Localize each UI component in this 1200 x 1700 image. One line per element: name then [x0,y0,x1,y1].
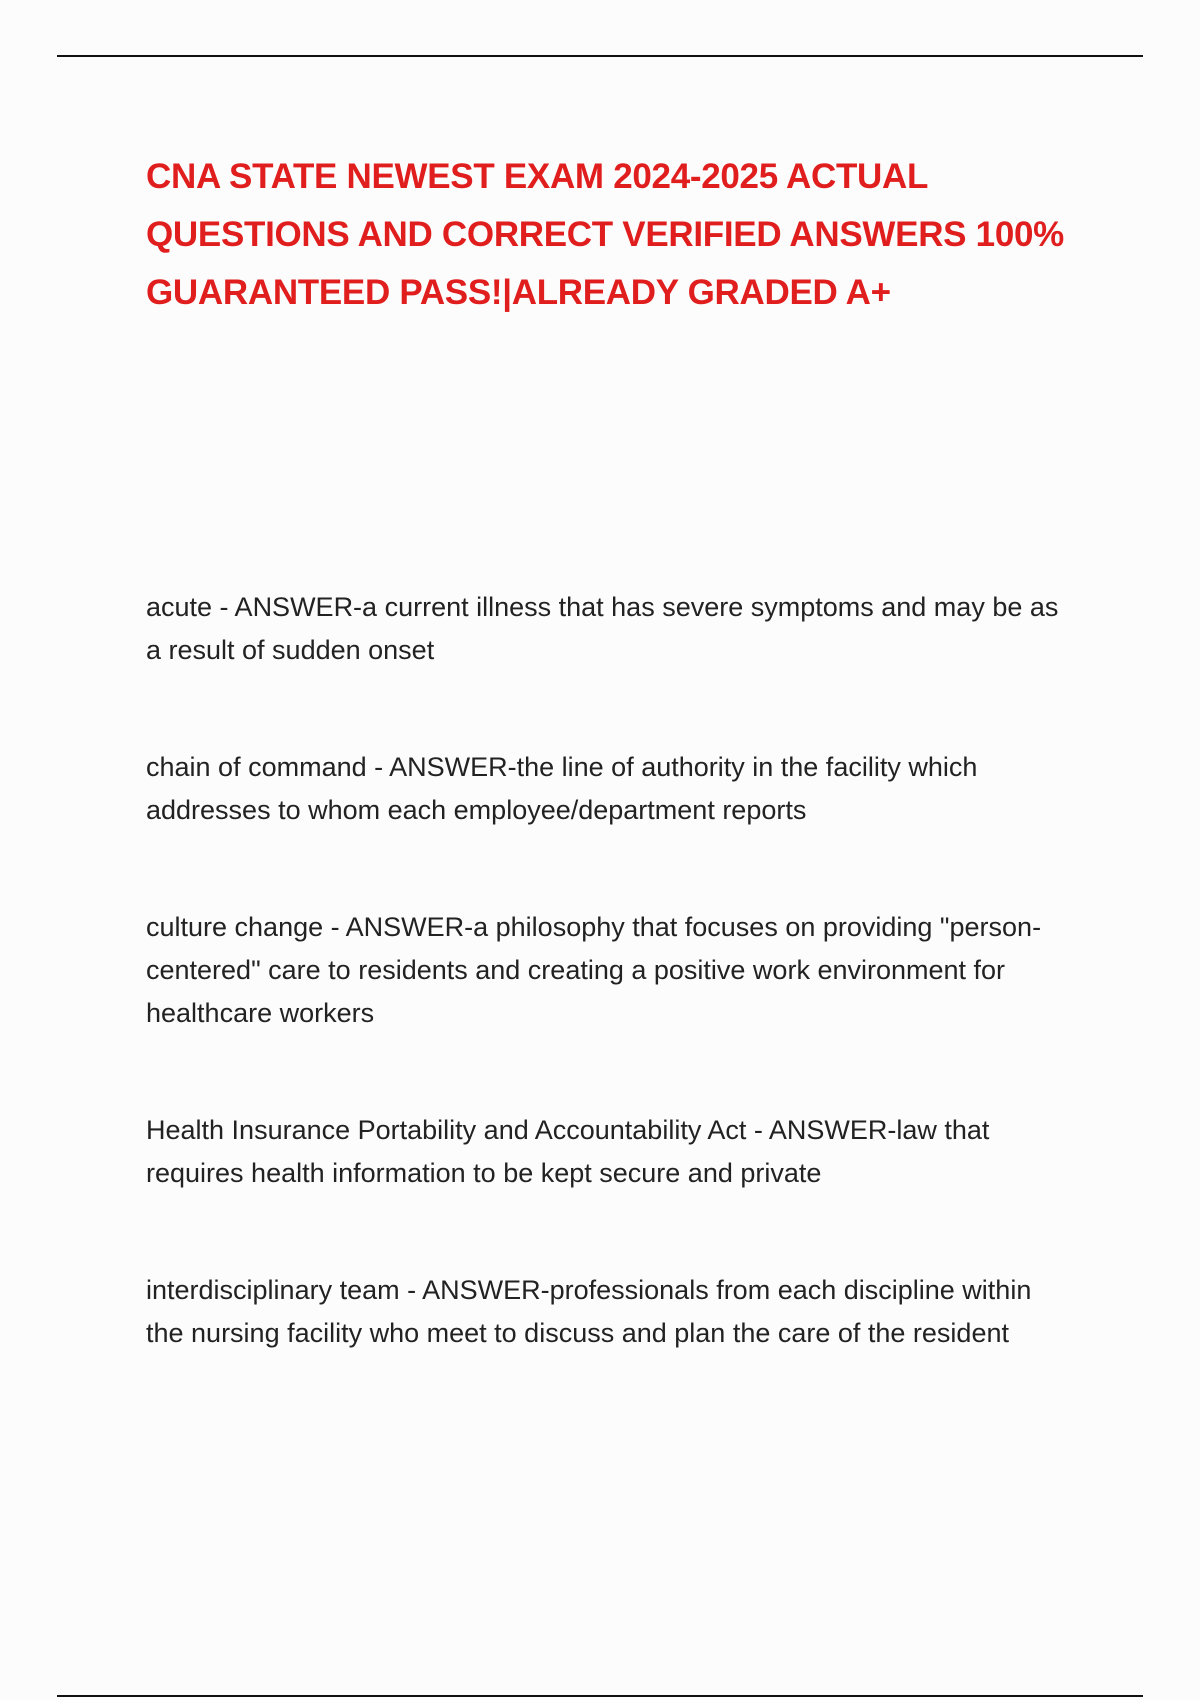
document-title: CNA STATE NEWEST EXAM 2024-2025 ACTUAL QUESTIONS AND CORRECT VERIFIED ANSWERS 100% GUARANTEED PASS!|ALREADY GRADED A+ [146,157,1064,312]
flashcard-entry-chain-of-command: chain of command - ANSWER-the line of authority in the facility which addresses to whom each employee/department reports [146,752,978,825]
flashcard-entry-hipaa: Health Insurance Portability and Accountability Act - ANSWER-law that requires health information to be kept secure and private [146,1115,990,1188]
flashcard-entry-acute: acute - ANSWER-a current illness that has severe symptoms and may be as a result of sudden onset [146,592,1059,665]
top-divider [57,55,1143,57]
flashcard-entry-culture-change: culture change - ANSWER-a philosophy that focuses on providing "person-centered" care to residents and creating a positive work environment for healthcare workers [146,912,1042,1028]
flashcard-list [146,586,1066,1429]
bottom-divider [57,1695,1143,1697]
flashcard-entry-interdisciplinary-team: interdisciplinary team - ANSWER-professionals from each discipline within the nursing facility who meet to discuss and plan the care of the resident [146,1275,1032,1348]
